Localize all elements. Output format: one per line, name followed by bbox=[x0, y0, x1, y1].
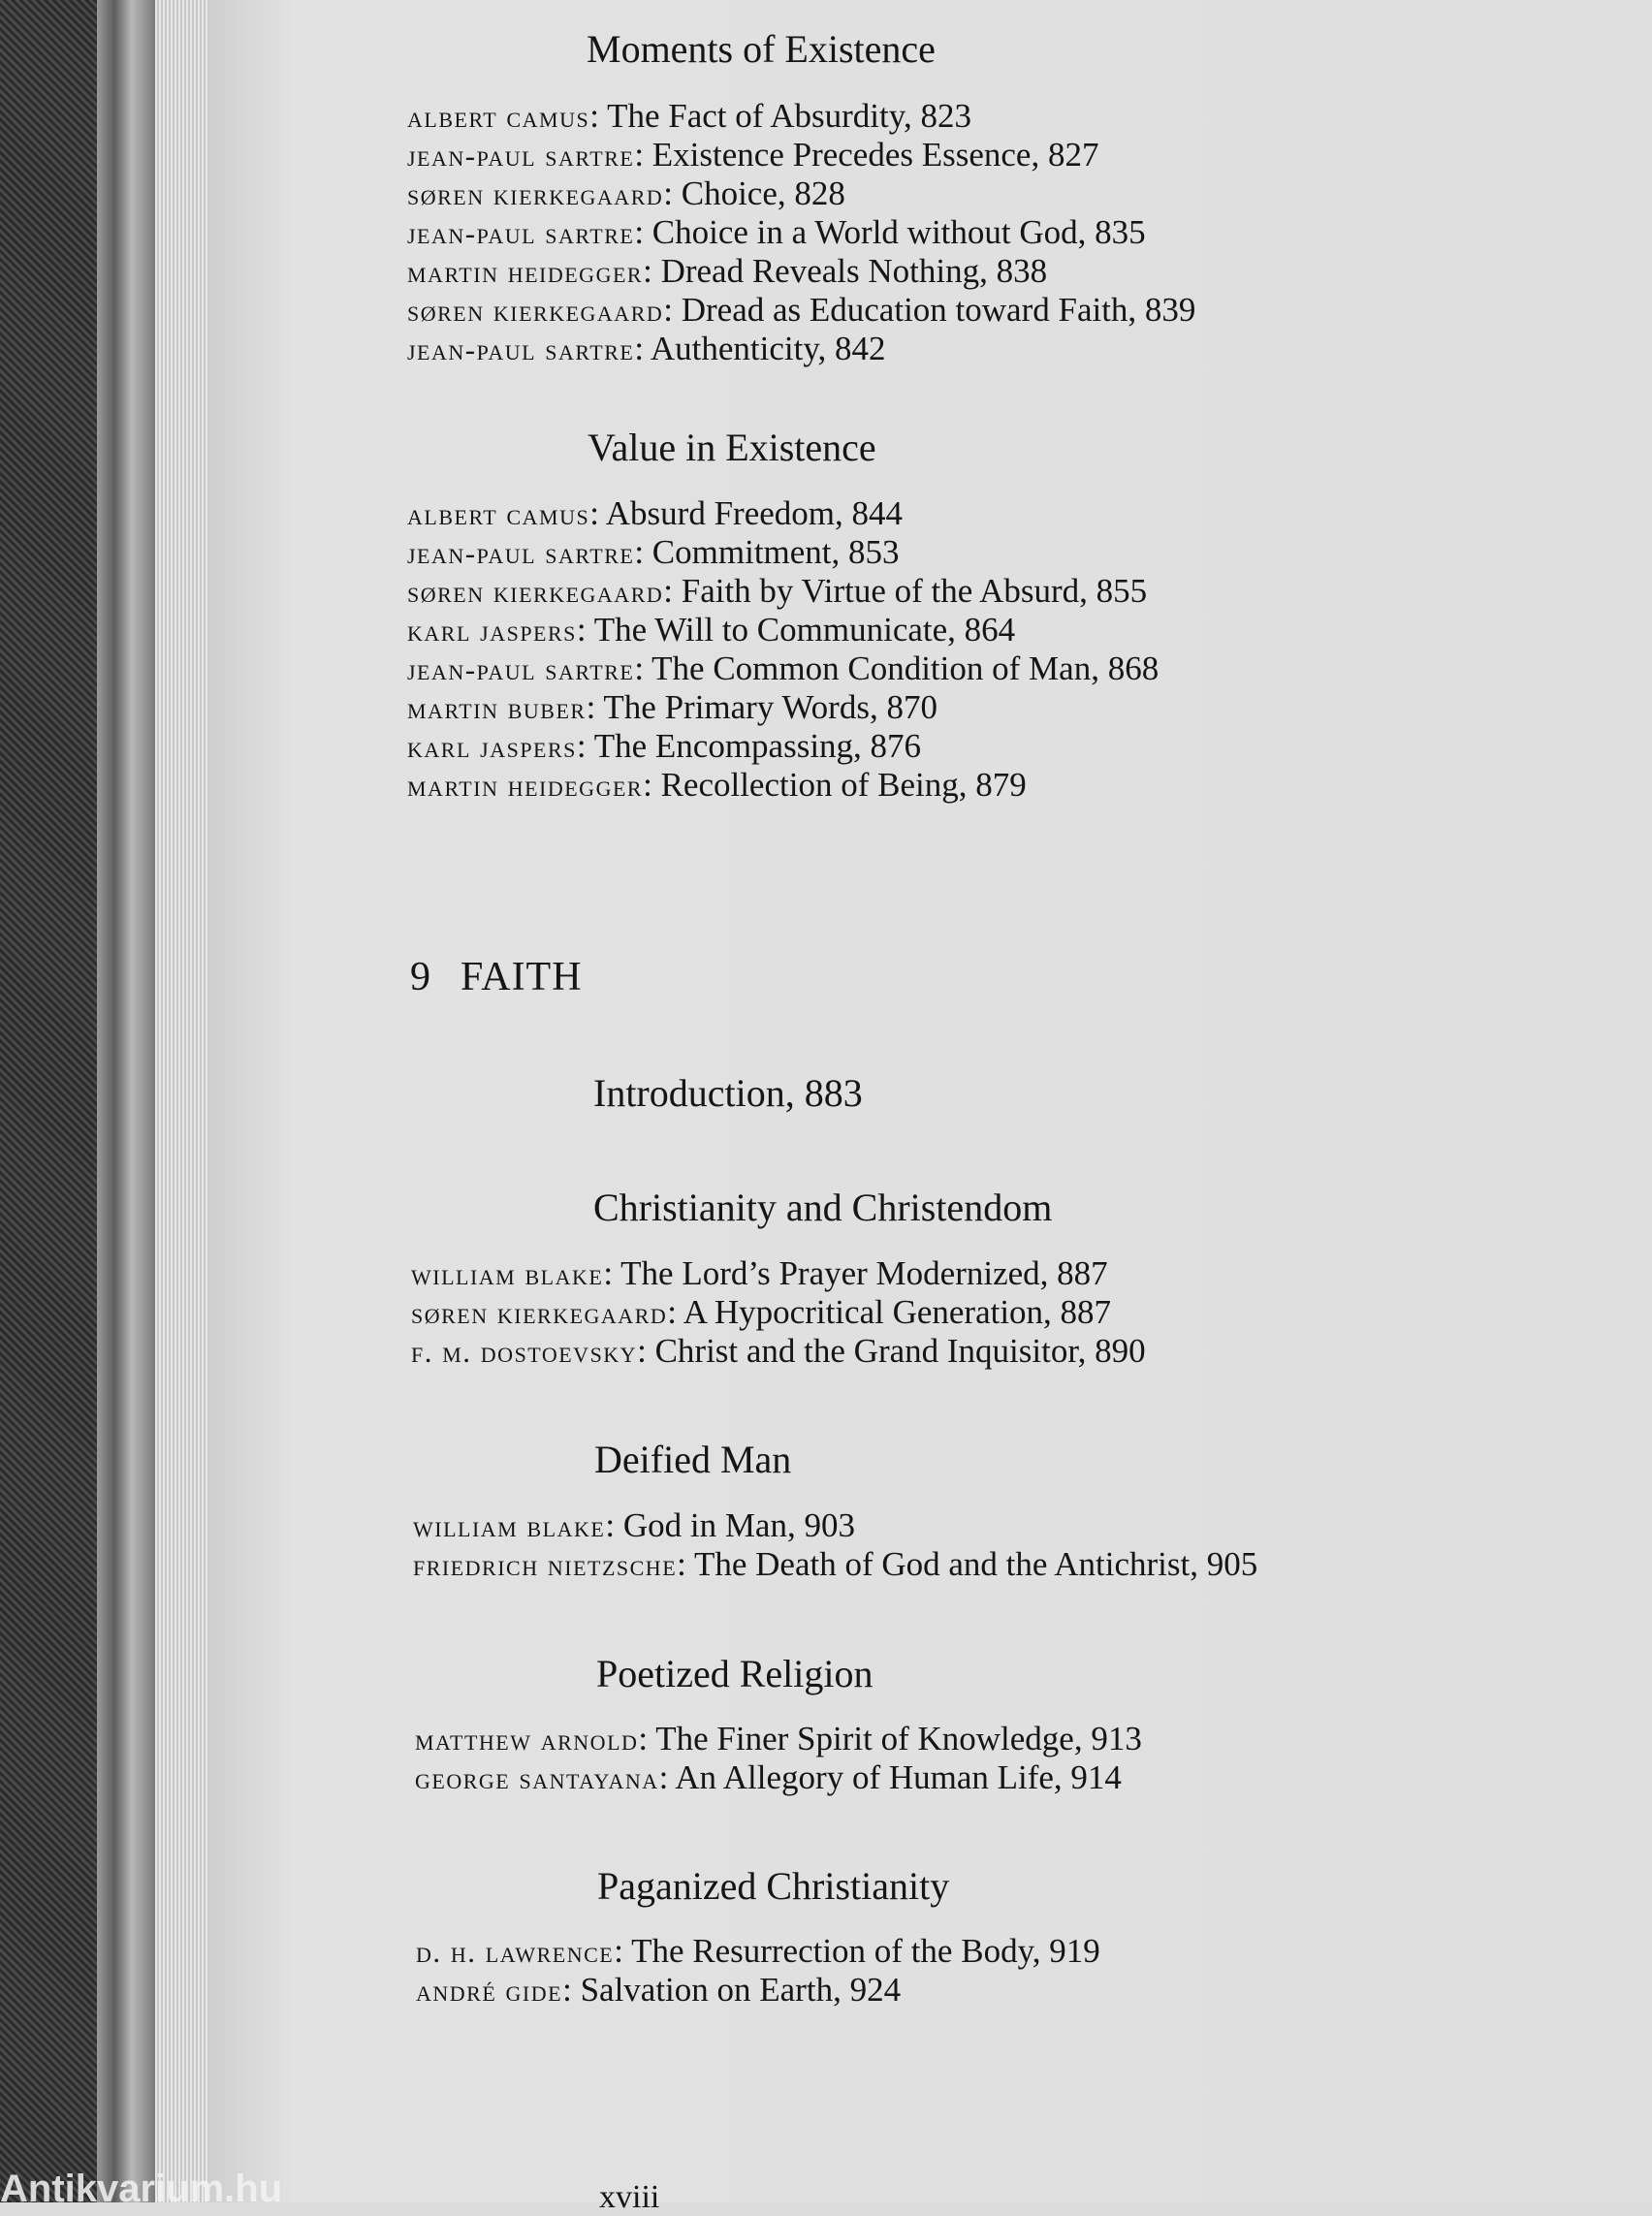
entry-author: søren kierkegaard bbox=[407, 177, 664, 211]
section-entries-paganized bbox=[416, 1932, 1100, 2010]
entry-title: An Allegory of Human Life, 914 bbox=[675, 1758, 1122, 1796]
entry-author: jean-paul sartre bbox=[407, 139, 635, 173]
entry-title: Dread Reveals Nothing, 838 bbox=[660, 252, 1048, 290]
entry-author: jean-paul sartre bbox=[407, 536, 635, 570]
section-title-moments: Moments of Existence bbox=[587, 27, 936, 71]
entry-title: A Hypocritical Generation, 887 bbox=[683, 1293, 1112, 1331]
entry-title: Existence Precedes Essence, 827 bbox=[651, 136, 1099, 174]
entry-author: søren kierkegaard bbox=[407, 294, 664, 328]
entry-title: God in Man, 903 bbox=[622, 1506, 855, 1544]
entry-title: Absurd Freedom, 844 bbox=[605, 494, 903, 532]
toc-entry: søren kierkegaard: Choice, 828 bbox=[407, 174, 845, 212]
entry-title: Christ and the Grand Inquisitor, 890 bbox=[654, 1332, 1146, 1370]
entry-author: karl jaspers bbox=[407, 614, 577, 648]
entry-title: The Encompassing, 876 bbox=[593, 727, 922, 765]
section-entries-christianity bbox=[411, 1254, 1146, 1371]
book-spine bbox=[0, 0, 97, 2202]
entry-author: karl jaspers bbox=[407, 730, 577, 764]
entry-author: jean-paul sartre bbox=[407, 652, 635, 686]
entry-author: matthew arnold bbox=[415, 1723, 639, 1757]
section-title-paganized: Paganized Christianity bbox=[597, 1864, 950, 1908]
entry-author: albert camus bbox=[407, 497, 590, 531]
entry-title: Salvation on Earth, 924 bbox=[580, 1971, 902, 2009]
chapter-number: 9 bbox=[410, 955, 431, 999]
entry-author: george santayana bbox=[415, 1761, 659, 1795]
entry-author: søren kierkegaard bbox=[407, 575, 664, 609]
toc-entry: karl jaspers: The Will to Communicate, 864 bbox=[407, 611, 1016, 649]
toc-entry: matthew arnold: The Finer Spirit of Knowledge, 913 bbox=[415, 1720, 1142, 1757]
chapter-heading bbox=[410, 954, 583, 1000]
page-number: xviii bbox=[599, 2179, 660, 2215]
entry-author: f. m. dostoevsky bbox=[411, 1335, 638, 1369]
entry-author: d. h. lawrence bbox=[416, 1935, 615, 1969]
entry-title: Recollection of Being, 879 bbox=[660, 766, 1027, 804]
toc-entry: karl jaspers: The Encompassing, 876 bbox=[407, 727, 922, 765]
binding-edge bbox=[97, 0, 155, 2202]
toc-entry: william blake: The Lord’s Prayer Modernized, 887 bbox=[411, 1254, 1108, 1292]
entry-title: The Lord’s Prayer Modernized, 887 bbox=[620, 1254, 1108, 1292]
toc-entry: jean-paul sartre: Choice in a World without God, 835 bbox=[407, 213, 1146, 251]
toc-entry: søren kierkegaard: Dread as Education toward Faith, 839 bbox=[407, 291, 1196, 329]
entry-title: The Common Condition of Man, 868 bbox=[651, 649, 1160, 687]
toc-entry: jean-paul sartre: Commitment, 853 bbox=[407, 533, 900, 571]
watermark: Antikvarium.hu bbox=[0, 2168, 283, 2210]
toc-entry: martin heidegger: Recollection of Being, 879 bbox=[407, 766, 1027, 804]
entry-author: martin heidegger bbox=[407, 769, 644, 803]
toc-entry: george santayana: An Allegory of Human Life, 914 bbox=[415, 1758, 1122, 1796]
entry-title: The Fact of Absurdity, 823 bbox=[607, 97, 971, 135]
section-entries-poetized bbox=[415, 1720, 1142, 1797]
entry-author: martin heidegger bbox=[407, 255, 644, 289]
section-entries-value bbox=[407, 494, 1159, 805]
toc-entry: martin buber: The Primary Words, 870 bbox=[407, 688, 937, 726]
entry-title: Faith by Virtue of the Absurd, 855 bbox=[681, 572, 1148, 610]
toc-entry: f. m. dostoevsky: Christ and the Grand Inquisitor, 890 bbox=[411, 1332, 1146, 1370]
entry-author: albert camus bbox=[407, 100, 590, 134]
entry-author: søren kierkegaard bbox=[411, 1296, 668, 1330]
entry-author: jean-paul sartre bbox=[407, 332, 635, 366]
entry-title: Choice, 828 bbox=[681, 174, 845, 212]
introduction-entry: Introduction, 883 bbox=[593, 1071, 863, 1115]
toc-entry: albert camus: The Fact of Absurdity, 823 bbox=[407, 97, 971, 135]
section-entries-moments bbox=[407, 97, 1195, 368]
entry-title: The Primary Words, 870 bbox=[603, 688, 937, 726]
toc-entry: william blake: God in Man, 903 bbox=[413, 1506, 855, 1544]
toc-entry: søren kierkegaard: Faith by Virtue of the Absurd, 855 bbox=[407, 572, 1148, 610]
toc-entry: jean-paul sartre: Authenticity, 842 bbox=[407, 330, 886, 367]
toc-entry: martin heidegger: Dread Reveals Nothing, 838 bbox=[407, 252, 1048, 290]
entry-title: The Death of God and the Antichrist, 905 bbox=[693, 1545, 1258, 1583]
page-edges bbox=[155, 0, 208, 2202]
section-title-christianity: Christianity and Christendom bbox=[593, 1186, 1053, 1229]
section-title-poetized: Poetized Religion bbox=[596, 1652, 874, 1695]
entry-title: Authenticity, 842 bbox=[650, 330, 886, 367]
entry-title: Dread as Education toward Faith, 839 bbox=[681, 291, 1196, 329]
toc-entry: jean-paul sartre: The Common Condition of Man, 868 bbox=[407, 649, 1160, 687]
toc-entry: d. h. lawrence: The Resurrection of the Body, 919 bbox=[416, 1932, 1100, 1970]
section-entries-deified bbox=[413, 1506, 1257, 1584]
toc-entry: jean-paul sartre: Existence Precedes Essence, 827 bbox=[407, 136, 1099, 174]
entry-author: jean-paul sartre bbox=[407, 216, 635, 250]
entry-author: william blake bbox=[411, 1257, 604, 1291]
entry-title: Commitment, 853 bbox=[651, 533, 900, 571]
entry-title: The Resurrection of the Body, 919 bbox=[631, 1932, 1100, 1970]
chapter-title: FAITH bbox=[461, 955, 583, 999]
section-title-value: Value in Existence bbox=[588, 426, 876, 469]
toc-entry: andré gide: Salvation on Earth, 924 bbox=[416, 1971, 902, 2009]
entry-title: The Finer Spirit of Knowledge, 913 bbox=[655, 1720, 1142, 1757]
entry-title: The Will to Communicate, 864 bbox=[593, 611, 1016, 649]
entry-title: Choice in a World without God, 835 bbox=[651, 213, 1146, 251]
entry-author: william blake bbox=[413, 1509, 606, 1543]
entry-author: andré gide bbox=[416, 1974, 563, 2008]
toc-entry: søren kierkegaard: A Hypocritical Generation, 887 bbox=[411, 1293, 1112, 1331]
toc-entry: albert camus: Absurd Freedom, 844 bbox=[407, 494, 903, 532]
section-title-deified: Deified Man bbox=[594, 1438, 792, 1481]
entry-author: friedrich nietzsche bbox=[413, 1548, 678, 1582]
entry-author: martin buber bbox=[407, 691, 587, 725]
toc-entry: friedrich nietzsche: The Death of God and the Antichrist, 905 bbox=[413, 1545, 1258, 1583]
